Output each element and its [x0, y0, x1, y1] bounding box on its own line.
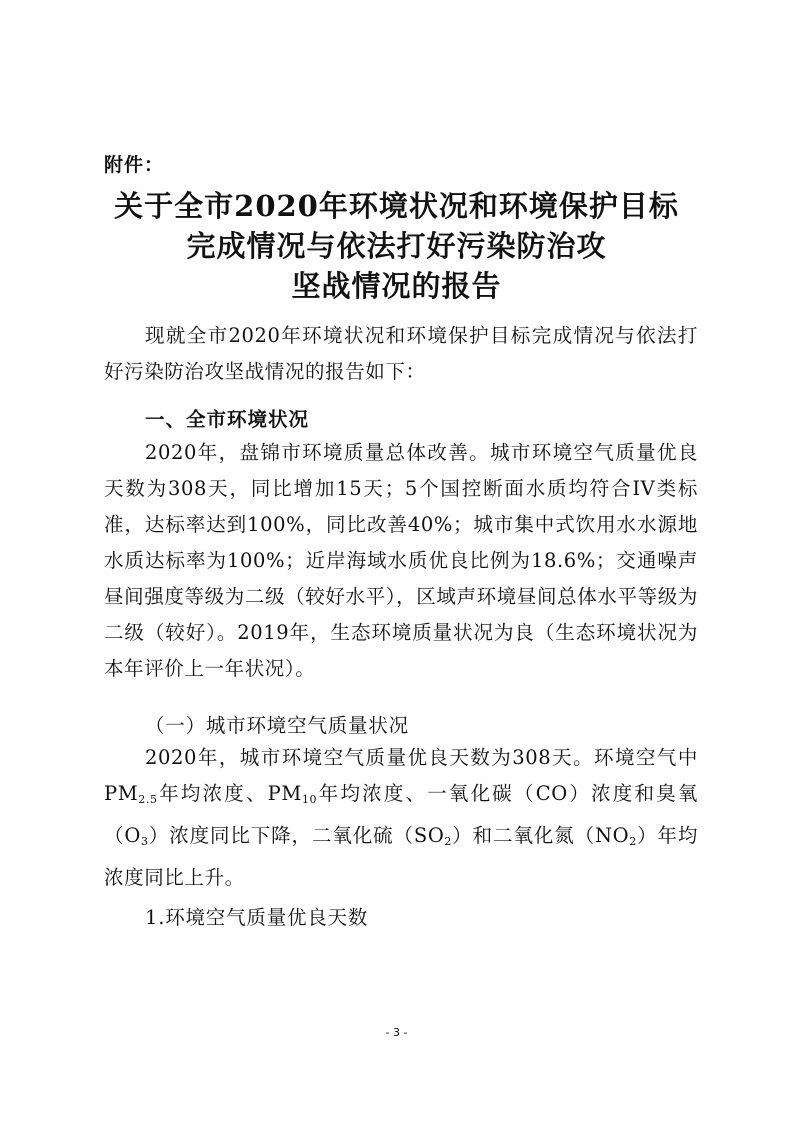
section-1-paragraph: 2020年，盘锦市环境质量总体改善。城市环境空气质量优良天数为308天，同比增加15天；5个国控断面水质均符合IV类标准，达标率达到100%，同比改善40%；城市集中式饮用水水源地水质达标率为100%；近岸海域水质优良比例为18.6%；交通噪声昼间强度等级为二级（较好水平），区域声环境昼间总体水平等级为二级（较好）。2019年，生态环境质量状况为良（生态环境状况为本年评价上一年状况）。: [104, 441, 698, 680]
so2-subscript: 2: [444, 835, 453, 848]
o3-subscript: 3: [140, 835, 149, 848]
report-title-line-2: 完成情况与依法打好污染防治攻: [186, 229, 607, 263]
subsection-1-heading: （一）城市环境空气质量状况: [145, 714, 409, 737]
pm25-subscript: 2.5: [138, 793, 158, 806]
attachment-label: 附件：: [104, 154, 165, 176]
subsection-1-paragraph: 2020年，城市环境空气质量优良天数为308天。环境空气中$PM_{2.5}$年均浓度、$PM_{10}$年均浓度、一氧化碳（CO）浓度和臭氧$(O_3)$浓度同比下降，二氧化硫$(SO_2)$和二氧化氮$(NO_2)$年均浓度同比上升。: [104, 746, 698, 889]
pm10-subscript: 10: [301, 793, 318, 806]
section-1-heading: 一、全市环境状况: [145, 408, 310, 431]
page-number: - 3 -: [385, 1026, 408, 1039]
item-1-heading: 1.环境空气质量优良天数: [145, 906, 369, 929]
report-title-line-1: 关于全市2020年环境状况和环境保护目标: [114, 189, 679, 223]
report-title-line-3: 坚战情况的报告: [291, 269, 502, 303]
intro-paragraph: 现就全市2020年环境状况和环境保护目标完成情况与依法打好污染防治攻坚战情况的报告如下：: [104, 324, 698, 383]
no2-subscript: 2: [629, 835, 637, 848]
